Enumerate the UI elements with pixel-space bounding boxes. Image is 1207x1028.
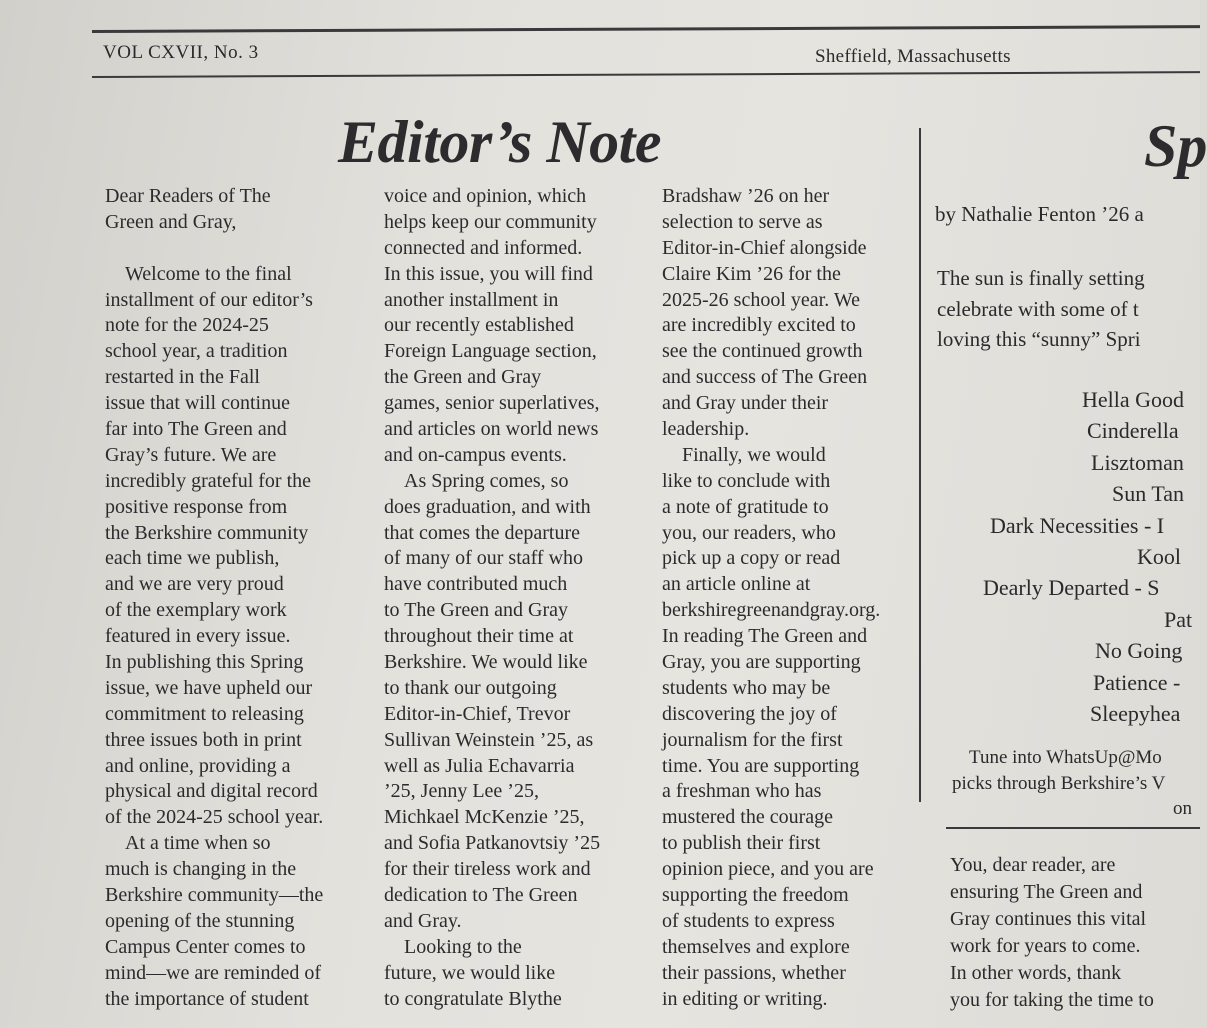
article-line: Michkael McKenzie ’25, <box>384 806 585 829</box>
article-line: are incredibly excited to <box>662 314 856 337</box>
article-line: see the continued growth <box>662 340 863 363</box>
sidebar-rule <box>946 827 1200 829</box>
article-line: journalism for the first <box>662 728 843 751</box>
article-line: the Berkshire community <box>105 521 309 544</box>
article-line: to congratulate Blythe <box>384 987 562 1010</box>
article-line: voice and opinion, which <box>384 185 587 207</box>
article-line: incredibly grateful for the <box>105 469 312 492</box>
article-line: Bradshaw ’26 on her <box>662 185 830 207</box>
article-line: issue, we have upheld our <box>105 676 313 699</box>
sidebar-footer-line: In other words, thank <box>950 962 1122 984</box>
tune-in-line: on <box>1173 798 1192 819</box>
article-line: games, senior superlatives, <box>384 392 600 415</box>
article-line: note for the 2024-25 <box>105 314 269 337</box>
song-item: Sun Tan <box>1112 481 1185 507</box>
article-line: opinion piece, and you are <box>662 858 874 881</box>
volume-issue: VOL CXVII, No. 3 <box>103 42 259 63</box>
article-line: Editor-in-Chief, Trevor <box>384 702 571 725</box>
article-line: In publishing this Spring <box>105 651 304 674</box>
article-line: Green and Gray, <box>105 210 237 233</box>
sidebar-intro-line: celebrate with some of t <box>937 296 1139 321</box>
article-line: Gray’s future. We are <box>105 443 277 466</box>
song-item: Hella Good <box>1082 387 1185 412</box>
article-line: the importance of student <box>105 987 309 1010</box>
article-line: time. You are supporting <box>662 754 860 777</box>
masthead-top-rule <box>92 25 1200 33</box>
article-line: does graduation, and with <box>384 495 591 518</box>
article-line: pick up a copy or read <box>662 547 841 570</box>
masthead-location: Sheffield, Massachusetts <box>815 46 1011 67</box>
song-item: No Going <box>1095 638 1183 664</box>
article-line: have contributed much <box>384 573 568 596</box>
article-line: and we are very proud <box>105 573 284 596</box>
article-line: themselves and explore <box>662 935 850 958</box>
article-line: far into The Green and <box>105 418 287 441</box>
article-line: berkshiregreenandgray.org. <box>662 599 881 622</box>
article-line: dedication to The Green <box>384 884 578 907</box>
article-line: Finally, we would <box>662 443 826 466</box>
song-item: Patience - <box>1093 669 1181 695</box>
article-line: ’25, Jenny Lee ’25, <box>384 780 539 803</box>
article-line: commitment to releasing <box>105 702 304 725</box>
article-line: Gray, you are supporting <box>662 651 861 674</box>
tune-in-line: Tune into WhatsUp@Mo <box>969 747 1162 768</box>
article-line: and Gray. <box>384 909 462 932</box>
article-line: the Green and Gray <box>384 366 542 389</box>
article-line: Foreign Language section, <box>384 340 597 363</box>
sidebar-footer-line: Gray continues this vital <box>950 908 1147 930</box>
sidebar-intro-line: loving this “sunny” Spri <box>937 327 1141 351</box>
article-line: opening of the stunning <box>105 909 295 932</box>
article-line: that comes the departure <box>384 521 581 544</box>
article-line: restarted in the Fall <box>105 366 260 389</box>
article-line: like to conclude with <box>662 469 831 492</box>
article-line: and Sofia Patkanovtsiy ’25 <box>384 832 601 855</box>
article-line: At a time when so <box>105 832 271 855</box>
article-line: connected and informed. <box>384 236 583 259</box>
article-line: Berkshire. We would like <box>384 651 588 674</box>
article-line: of the 2024-25 school year. <box>105 806 324 829</box>
article-headline: Editor’s Note <box>338 109 661 175</box>
article-column-2 <box>384 184 600 1013</box>
article-line: leadership. <box>662 418 750 441</box>
article-line: and articles on world news <box>384 418 599 441</box>
article-line: Welcome to the final <box>105 262 292 285</box>
article-line: Looking to the <box>384 935 522 958</box>
song-item: Cinderella <box>1087 418 1179 444</box>
article-line <box>105 236 323 262</box>
article-line: helps keep our community <box>384 210 597 233</box>
article-line: As Spring comes, so <box>384 469 569 492</box>
article-line: installment of our editor’s <box>105 288 313 311</box>
article-line: each time we publish, <box>105 547 280 570</box>
article-line: a note of gratitude to <box>662 495 829 518</box>
article-line: well as Julia Echavarria <box>384 754 575 777</box>
article-line: to publish their first <box>662 832 821 855</box>
article-line: to thank our outgoing <box>384 676 557 699</box>
article-line: Dear Readers of The <box>105 185 271 207</box>
song-item: Dearly Departed - S <box>983 575 1160 601</box>
article-line: Editor-in-Chief alongside <box>662 236 867 259</box>
article-line: and on-campus events. <box>384 443 567 466</box>
article-line: discovering the joy of <box>662 702 837 725</box>
article-line: for their tireless work and <box>384 858 591 881</box>
article-line: school year, a tradition <box>105 340 288 363</box>
article-line: our recently established <box>384 314 574 337</box>
article-line: physical and digital record <box>105 780 318 803</box>
sidebar-intro-line: The sun is finally setting <box>937 266 1145 290</box>
article-line: to The Green and Gray <box>384 599 569 622</box>
sidebar-footer-line: You, dear reader, are <box>950 854 1116 876</box>
article-line: you, our readers, who <box>662 521 836 544</box>
article-line: selection to serve as <box>662 210 823 233</box>
song-item: Kool <box>1137 544 1181 569</box>
article-line: three issues both in print <box>105 728 302 751</box>
article-line: mustered the courage <box>662 806 834 829</box>
article-line: throughout their time at <box>384 625 574 648</box>
tune-in-line: picks through Berkshire’s V <box>952 772 1166 794</box>
article-line: supporting the freedom <box>662 884 849 907</box>
article-line: Campus Center comes to <box>105 935 306 958</box>
article-line: students who may be <box>662 676 831 699</box>
article-line: and online, providing a <box>105 754 291 777</box>
article-line: mind—we are reminded of <box>105 961 322 984</box>
article-line: in editing or writing. <box>662 987 828 1010</box>
article-line: another installment in <box>384 288 559 311</box>
column-divider <box>919 128 921 802</box>
song-item: Pat <box>1164 606 1193 632</box>
article-line: featured in every issue. <box>105 625 291 648</box>
song-item: Sleepyhea <box>1090 701 1181 726</box>
article-line: future, we would like <box>384 961 556 984</box>
article-line: of students to express <box>662 909 835 932</box>
article-line: of the exemplary work <box>105 599 287 622</box>
article-line: issue that will continue <box>105 392 290 415</box>
article-line: In reading The Green and <box>662 625 868 648</box>
sidebar-footer-line: work for years to come. <box>950 935 1141 957</box>
article-column-1 <box>105 184 323 1013</box>
article-line: a freshman who has <box>662 780 822 803</box>
sidebar-footer-line: you for taking the time to <box>950 989 1154 1011</box>
song-item: Lisztoman <box>1091 449 1184 475</box>
article-line: Claire Kim ’26 for the <box>662 262 841 285</box>
article-column-3 <box>662 184 880 1013</box>
article-line: and success of The Green <box>662 366 868 389</box>
sidebar-headline: Sp <box>1144 113 1207 179</box>
sidebar-intro <box>937 263 1145 355</box>
article-line: 2025-26 school year. We <box>662 288 860 311</box>
article-line: positive response from <box>105 495 288 518</box>
article-line: In this issue, you will find <box>384 262 593 285</box>
article-line: Sullivan Weinstein ’25, as <box>384 728 594 751</box>
sidebar-footer-text <box>950 852 1154 1014</box>
article-line: much is changing in the <box>105 858 297 881</box>
sidebar-byline: by Nathalie Fenton ’26 a <box>935 202 1144 226</box>
article-line: Berkshire community—the <box>105 884 324 907</box>
sidebar-footer-line: ensuring The Green and <box>950 881 1143 903</box>
article-line: their passions, whether <box>662 961 846 984</box>
masthead-bottom-rule <box>92 71 1200 78</box>
article-line: and Gray under their <box>662 392 829 415</box>
article-line: an article online at <box>662 573 811 596</box>
article-line: of many of our staff who <box>384 547 584 570</box>
song-item: Dark Necessities - I <box>990 512 1165 538</box>
